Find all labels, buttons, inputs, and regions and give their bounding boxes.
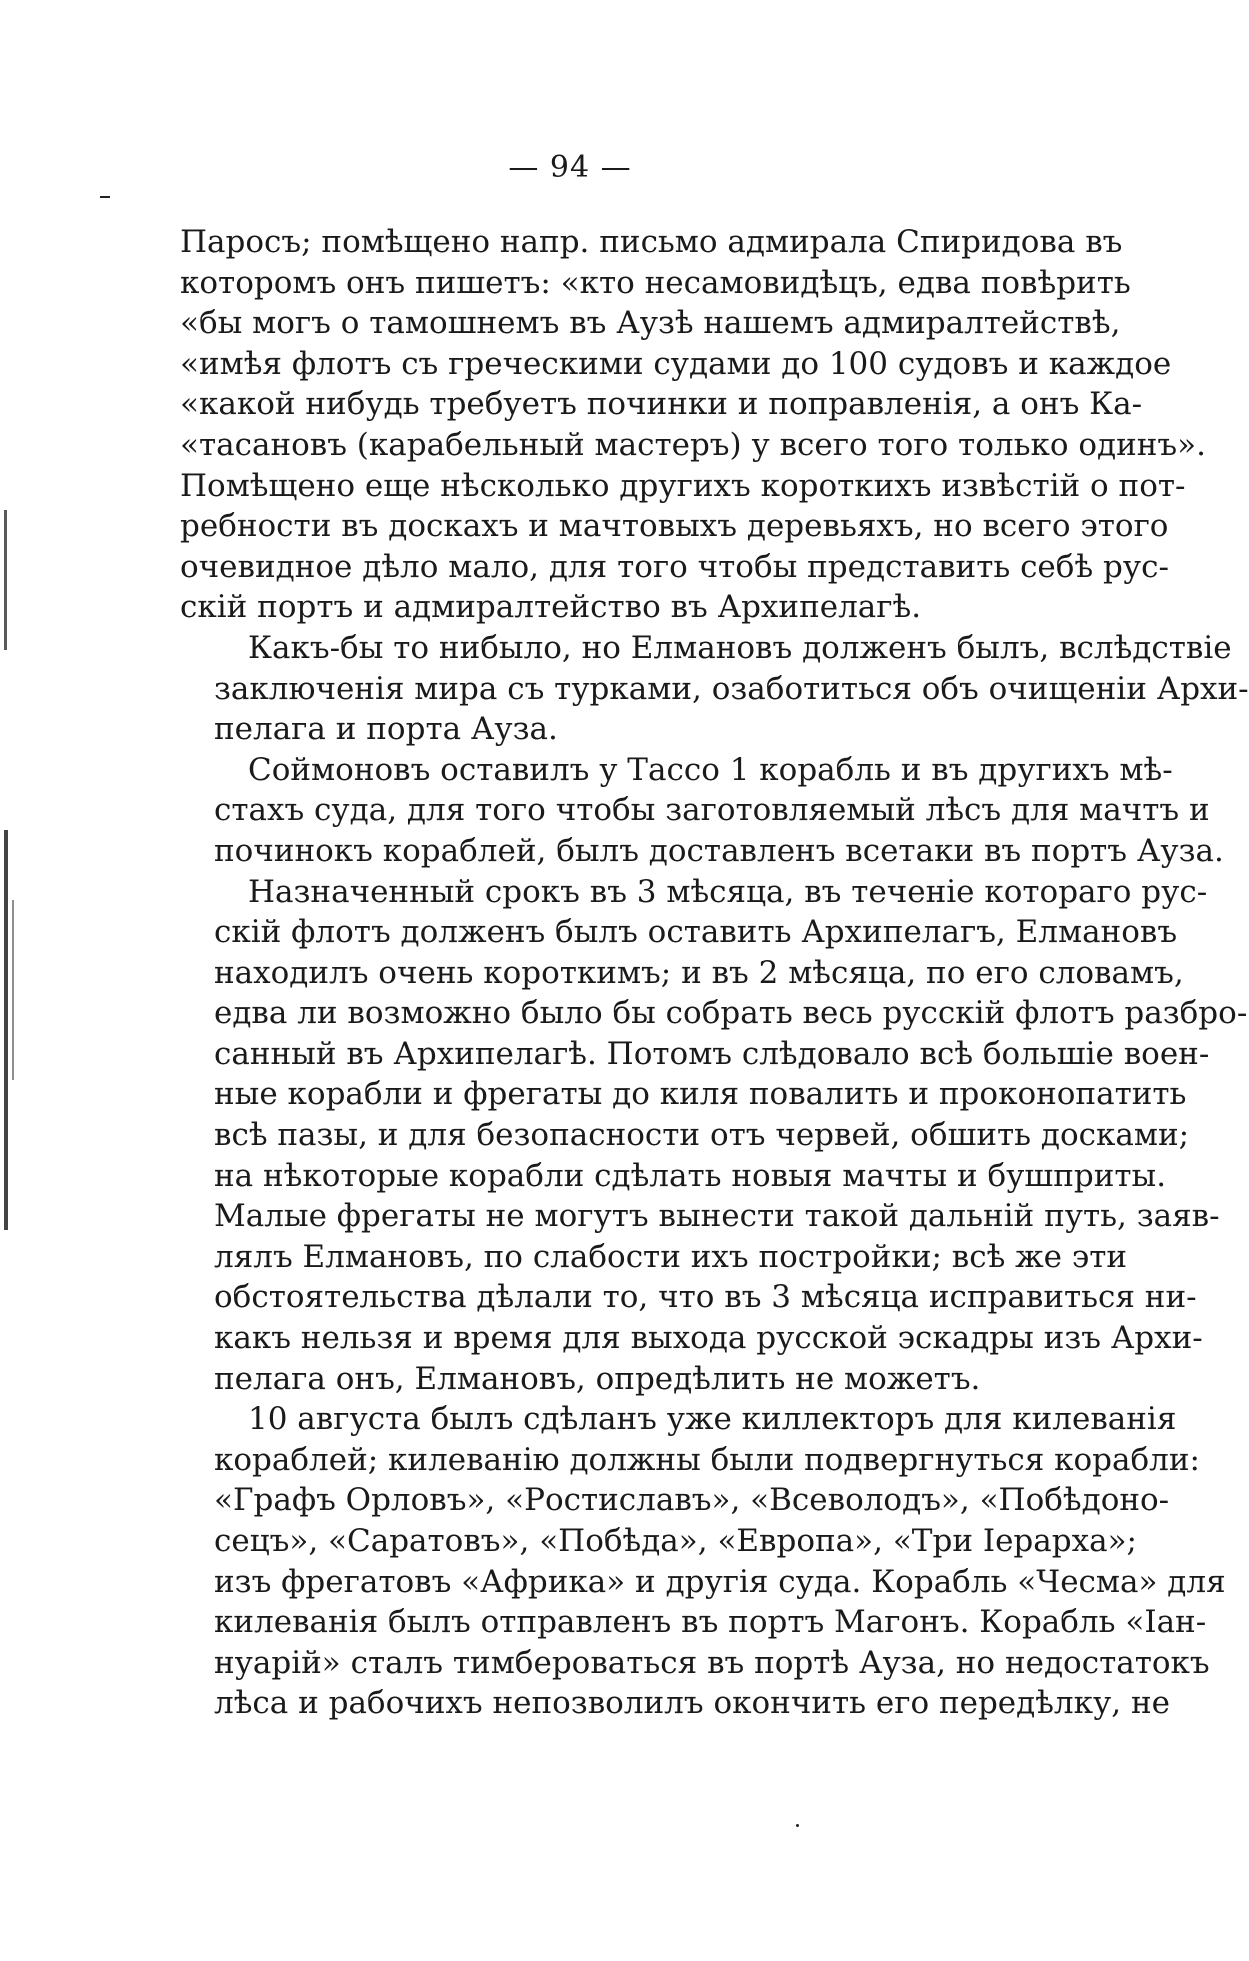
text-line: какъ нельзя и время для выхода русской эскадры изъ Архи- [214, 1320, 1203, 1357]
scan-mark [100, 196, 110, 198]
text-line: Паросъ; помѣщено напр. письмо адмирала Спиридова въ [180, 224, 1123, 260]
text-line: лялъ Елмановъ, по слабости ихъ постройки; всѣ же эти [214, 1238, 1128, 1275]
text-line: 10 августа былъ сдѣланъ уже киллекторъ для килеванія [248, 1401, 1177, 1438]
text-line: «тасановъ (карабельный мастеръ) у всего того только одинъ». [180, 426, 1206, 463]
text-line: починокъ кораблей, былъ доставленъ всетаки въ портъ Ауза. [214, 832, 1224, 869]
text-line: Соймоновъ оставилъ у Тассо 1 корабль и въ другихъ мѣ- [248, 751, 1173, 788]
text-line: обстоятельства дѣлали то, что въ 3 мѣсяца исправиться ни- [214, 1279, 1197, 1316]
text-line: изъ фрегатовъ «Африка» и другія суда. Корабль «Чесма» для [214, 1563, 1226, 1600]
text-line: находилъ очень короткимъ; и въ 2 мѣсяца, по его словамъ, [214, 954, 1184, 991]
paragraph-2 [180, 628, 1249, 750]
scan-mark [4, 510, 7, 650]
text-line: «имѣя флотъ съ греческими судами до 100 судовъ и каждое [180, 345, 1172, 382]
text-line: стахъ суда, для того чтобы заготовляемый лѣсъ для мачтъ и [214, 792, 1210, 829]
text-line: на нѣкоторые корабли сдѣлать новыя мачты и бушприты. [214, 1157, 1167, 1194]
text-line: пелага и порта Ауза. [214, 711, 558, 748]
paragraph-4 [180, 872, 1248, 1400]
text-line: «бы могъ о тамошнемъ въ Аузѣ нашемъ адмиралтействѣ, [180, 305, 1121, 342]
text-line: очевидное дѣло мало, для того чтобы представить себѣ рус- [180, 548, 1169, 585]
text-line: Помѣщено еще нѣсколько другихъ короткихъ извѣстій о пот- [180, 467, 1186, 504]
text-line: Малые фрегаты не могутъ вынести такой дальній путь, заяв- [214, 1198, 1220, 1235]
scan-mark [796, 1824, 799, 1827]
text-line: «какой нибудь требуетъ починки и поправленія, а онъ Ка- [180, 386, 1143, 423]
text-line: «Графъ Орловъ», «Ростиславъ», «Всеволодъ», «Побѣдоно- [214, 1482, 1170, 1519]
text-line: кораблей; килеванію должны были подвергнуться корабли: [214, 1441, 1200, 1478]
text-line: санный въ Архипелагѣ. Потомъ слѣдовало всѣ большіе воен- [214, 1035, 1210, 1072]
paragraph-5 [180, 1399, 1226, 1724]
text-line: всѣ пазы, и для безопасности отъ червей, обшить досками; [214, 1117, 1190, 1154]
page-number: — 94 — [508, 150, 632, 185]
text-line: едва ли возможно было бы собрать весь русскій флотъ разбро- [214, 995, 1248, 1032]
text-line: ные корабли и фрегаты до киля повалить и проконопатить [214, 1076, 1187, 1113]
text-line: Какъ-бы то нибыло, но Елмановъ долженъ былъ, вслѣдствіе [248, 629, 1232, 666]
text-body [180, 222, 1249, 1724]
text-line: пелага онъ, Елмановъ, опредѣлить не можетъ. [214, 1360, 981, 1397]
scan-mark [12, 900, 14, 1080]
text-line: заключенія мира съ турками, озаботиться объ очищеніи Архи- [214, 670, 1249, 707]
scan-mark [4, 830, 8, 1230]
paragraph-1 [180, 222, 1206, 628]
text-line: скій портъ и адмиралтейство въ Архипелагѣ. [180, 589, 922, 626]
text-line: которомъ онъ пишетъ: «кто несамовидѣцъ, едва повѣрить [180, 264, 1131, 301]
text-line: килеванія былъ отправленъ въ портъ Магонъ. Корабль «Іан- [214, 1604, 1207, 1641]
text-line: нуарій» сталъ тимбероваться въ портѣ Ауза, но недостатокъ [214, 1644, 1210, 1681]
text-line: ребности въ доскахъ и мачтовыхъ деревьяхъ, но всего этого [180, 508, 1169, 545]
text-line: лѣса и рабочихъ непозволилъ окончить его передѣлку, не [214, 1685, 1170, 1722]
text-line: сецъ», «Саратовъ», «Побѣда», «Европа», «Три Іерарха»; [214, 1523, 1137, 1559]
text-line: скій флотъ долженъ былъ оставить Архипелагъ, Елмановъ [214, 914, 1178, 951]
paragraph-3 [180, 750, 1224, 872]
text-line: Назначенный срокъ въ 3 мѣсяца, въ теченіе котораго рус- [248, 873, 1208, 910]
